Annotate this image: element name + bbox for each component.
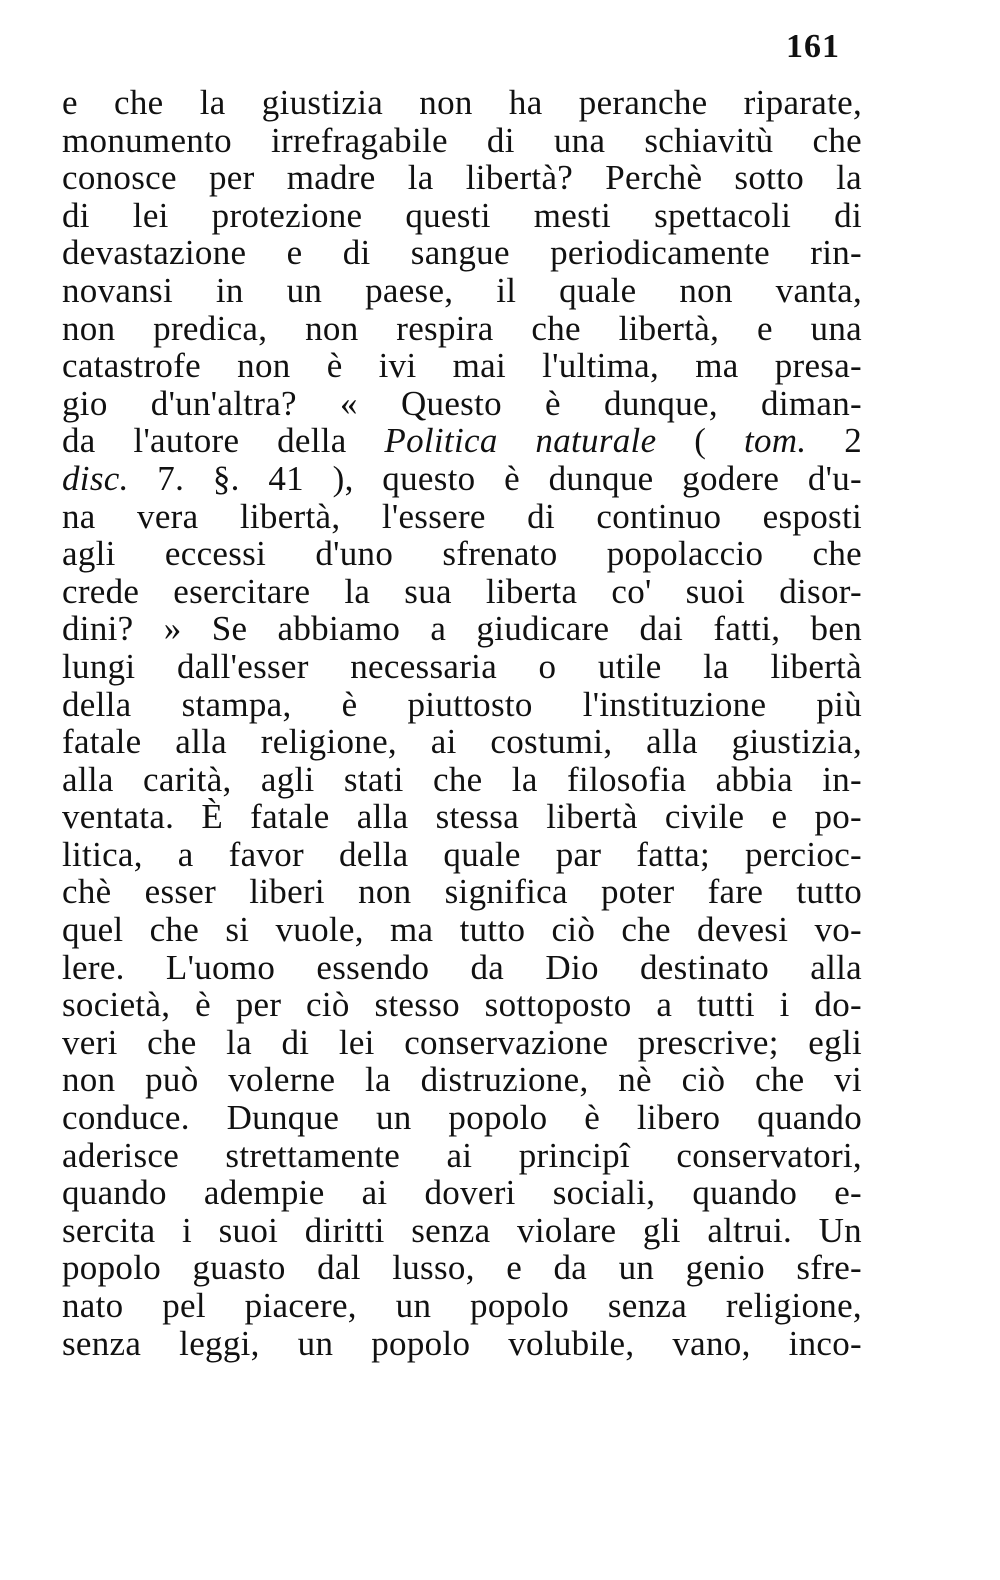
citation-volume-label: tom.	[743, 421, 807, 461]
text-line: nato pel piacere, un popolo senza religione,	[62, 1286, 862, 1325]
text-segment: 2	[806, 421, 863, 461]
text-line: società, è per ciò stesso sottoposto a tutti i do-	[62, 985, 862, 1025]
citation-discourse-label: disc.	[62, 458, 129, 498]
text-line: di lei protezione questi mesti spettacoli di	[62, 195, 862, 235]
text-line: non predica, non respira che libertà, e una	[62, 308, 862, 348]
text-line: sercita i suoi diritti senza violare gli altrui. Un	[62, 1210, 862, 1250]
text-segment: 7. §. 41 ), questo è dunque godere d'u-	[128, 458, 862, 498]
text-line-with-citation	[62, 422, 862, 460]
text-line: e che la giustizia non ha peranche riparate,	[62, 83, 862, 122]
text-line: dini? » Se abbiamo a giudicare dai fatti, ben	[62, 609, 862, 649]
text-line: catastrofe non è ivi mai l'ultima, ma presa-	[62, 346, 862, 386]
text-line-with-citation	[62, 460, 862, 498]
text-line: litica, a favor della quale par fatta; percioc-	[62, 834, 862, 874]
text-line: conosce per madre la libertà? Perchè sotto la	[62, 158, 862, 198]
body-text	[62, 84, 862, 1362]
text-line: chè esser liberi non significa poter fare tutto	[62, 872, 862, 912]
text-line: senza leggi, un popolo volubile, vano, inco-	[62, 1323, 862, 1363]
text-line: aderisce strettamente ai principî conservatori,	[62, 1135, 862, 1175]
text-line: agli eccessi d'uno sfrenato popolaccio che	[62, 534, 862, 574]
text-line: novansi in un paese, il quale non vanta,	[62, 270, 862, 310]
book-title: Politica naturale	[384, 421, 657, 461]
text-line: della stampa, è piuttosto l'instituzione più	[62, 684, 862, 724]
text-line: monumento irrefragabile di una schiavitù che	[62, 120, 862, 160]
text-line: conduce. Dunque un popolo è libero quando	[62, 1098, 862, 1138]
text-line: quel che si vuole, ma tutto ciò che devesi vo-	[62, 910, 862, 950]
text-line: devastazione e di sangue periodicamente rin-	[62, 233, 862, 273]
text-line: lungi dall'esser necessaria o utile la libertà	[62, 646, 862, 686]
text-line: ventata. È fatale alla stessa libertà civile e po-	[62, 797, 862, 837]
text-line: alla carità, agli stati che la filosofia abbia in-	[62, 759, 862, 799]
text-line: na vera libertà, l'essere di continuo esposti	[62, 496, 862, 536]
text-line: quando adempie ai doveri sociali, quando e-	[62, 1173, 862, 1213]
text-line: popolo guasto dal lusso, e da un genio sfre-	[62, 1248, 862, 1288]
text-line: fatale alla religione, ai costumi, alla giustizia,	[62, 722, 862, 762]
text-line: gio d'un'altra? « Questo è dunque, diman-	[62, 383, 862, 423]
text-segment: da l'autore della	[62, 421, 385, 461]
page-number: 161	[786, 28, 840, 65]
text-line: crede esercitare la sua liberta co' suoi disor-	[62, 571, 862, 611]
text-line: lere. L'uomo essendo da Dio destinato alla	[62, 947, 862, 987]
text-line: non può volerne la distruzione, nè ciò che vi	[62, 1060, 862, 1100]
text-line: veri che la di lei conservazione prescrive; egli	[62, 1022, 862, 1062]
text-segment: (	[656, 421, 744, 461]
